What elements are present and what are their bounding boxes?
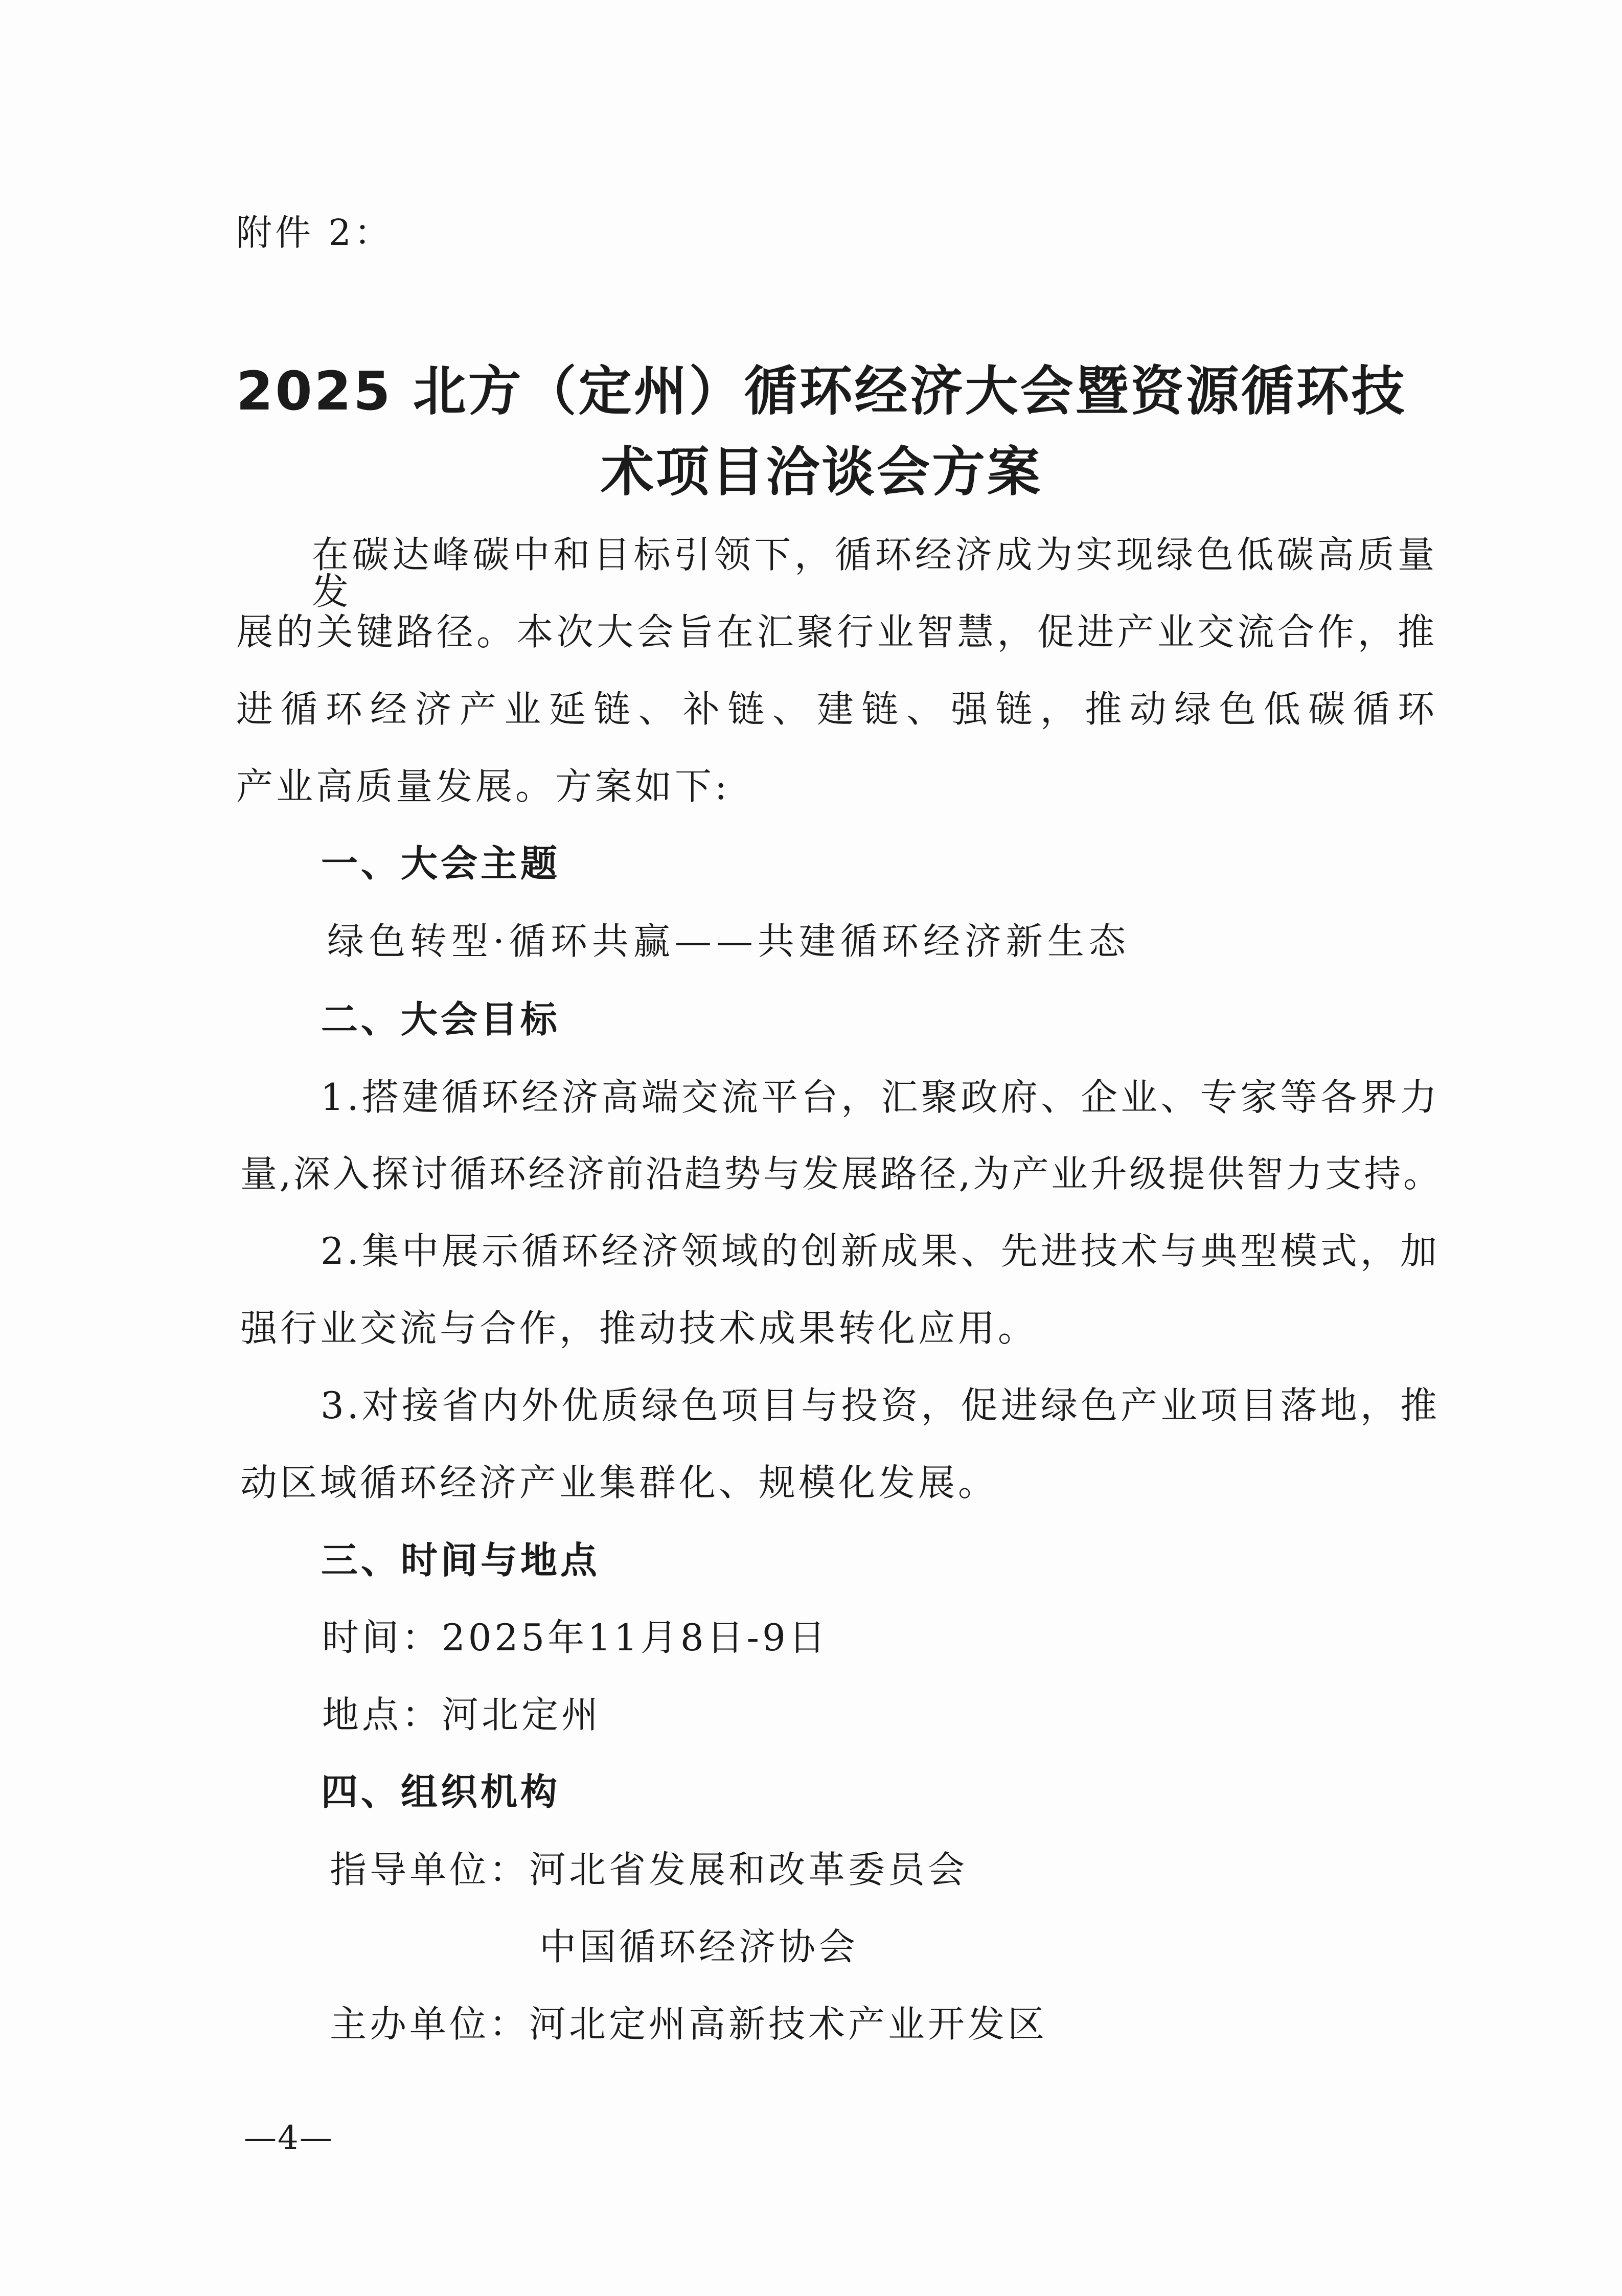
guiding-unit-line-1: 指导单位：河北省发展和改革委员会 [330,1848,968,1891]
conference-place: 地点：河北定州 [322,1693,602,1736]
goal-2-line-1: 2.集中展示循环经济领域的创新成果、先进技术与典型模式，加 [321,1230,1440,1272]
intro-line-2: 展的关键路径。本次大会旨在汇聚行业智慧，促进产业交流合作，推 [236,610,1437,653]
goal-2-line-2: 强行业交流与合作，推动技术成果转化应用。 [240,1307,1038,1350]
section-heading-theme: 一、大会主题 [321,842,561,885]
section-heading-goals: 二、大会目标 [321,998,561,1041]
guiding-unit-line-2: 中国循环经济协会 [539,1925,859,1968]
section-heading-time-place: 三、时间与地点 [321,1539,601,1582]
document-title-line-2: 术项目洽谈会方案 [601,441,1043,503]
goal-1-line-1: 1.搭建循环经济高端交流平台，汇聚政府、企业、专家等各界力 [321,1076,1440,1119]
page-number: —4— [244,2119,333,2157]
intro-line-3: 进循环经济产业延链、补链、建链、强链，推动绿色低碳循环 [236,688,1437,731]
host-unit-line-1: 主办单位：河北定州高新技术产业开发区 [330,2003,1048,2045]
intro-line-1: 在碳达峰碳中和目标引领下，循环经济成为实现绿色低碳高质量发 [312,533,1437,613]
intro-line-4: 产业高质量发展。方案如下: [236,765,730,808]
goal-3-line-2: 动区域循环经济产业集群化、规模化发展。 [240,1461,998,1504]
conference-theme: 绿色转型·循环共赢——共建循环经济新生态 [327,920,1130,963]
goal-1-line-2: 量,深入探讨循环经济前沿趋势与发展路径,为产业升级提供智力支持。 [240,1152,1440,1195]
conference-time: 时间：2025年11月8日-9日 [322,1616,829,1659]
goal-3-line-1: 3.对接省内外优质绿色项目与投资，促进绿色产业项目落地，推 [321,1384,1440,1427]
section-heading-organization: 四、组织机构 [321,1770,561,1813]
document-title-line-1: 2025 北方（定州）循环经济大会暨资源循环技 [236,360,1407,422]
attachment-label: 附件 2： [236,212,393,254]
